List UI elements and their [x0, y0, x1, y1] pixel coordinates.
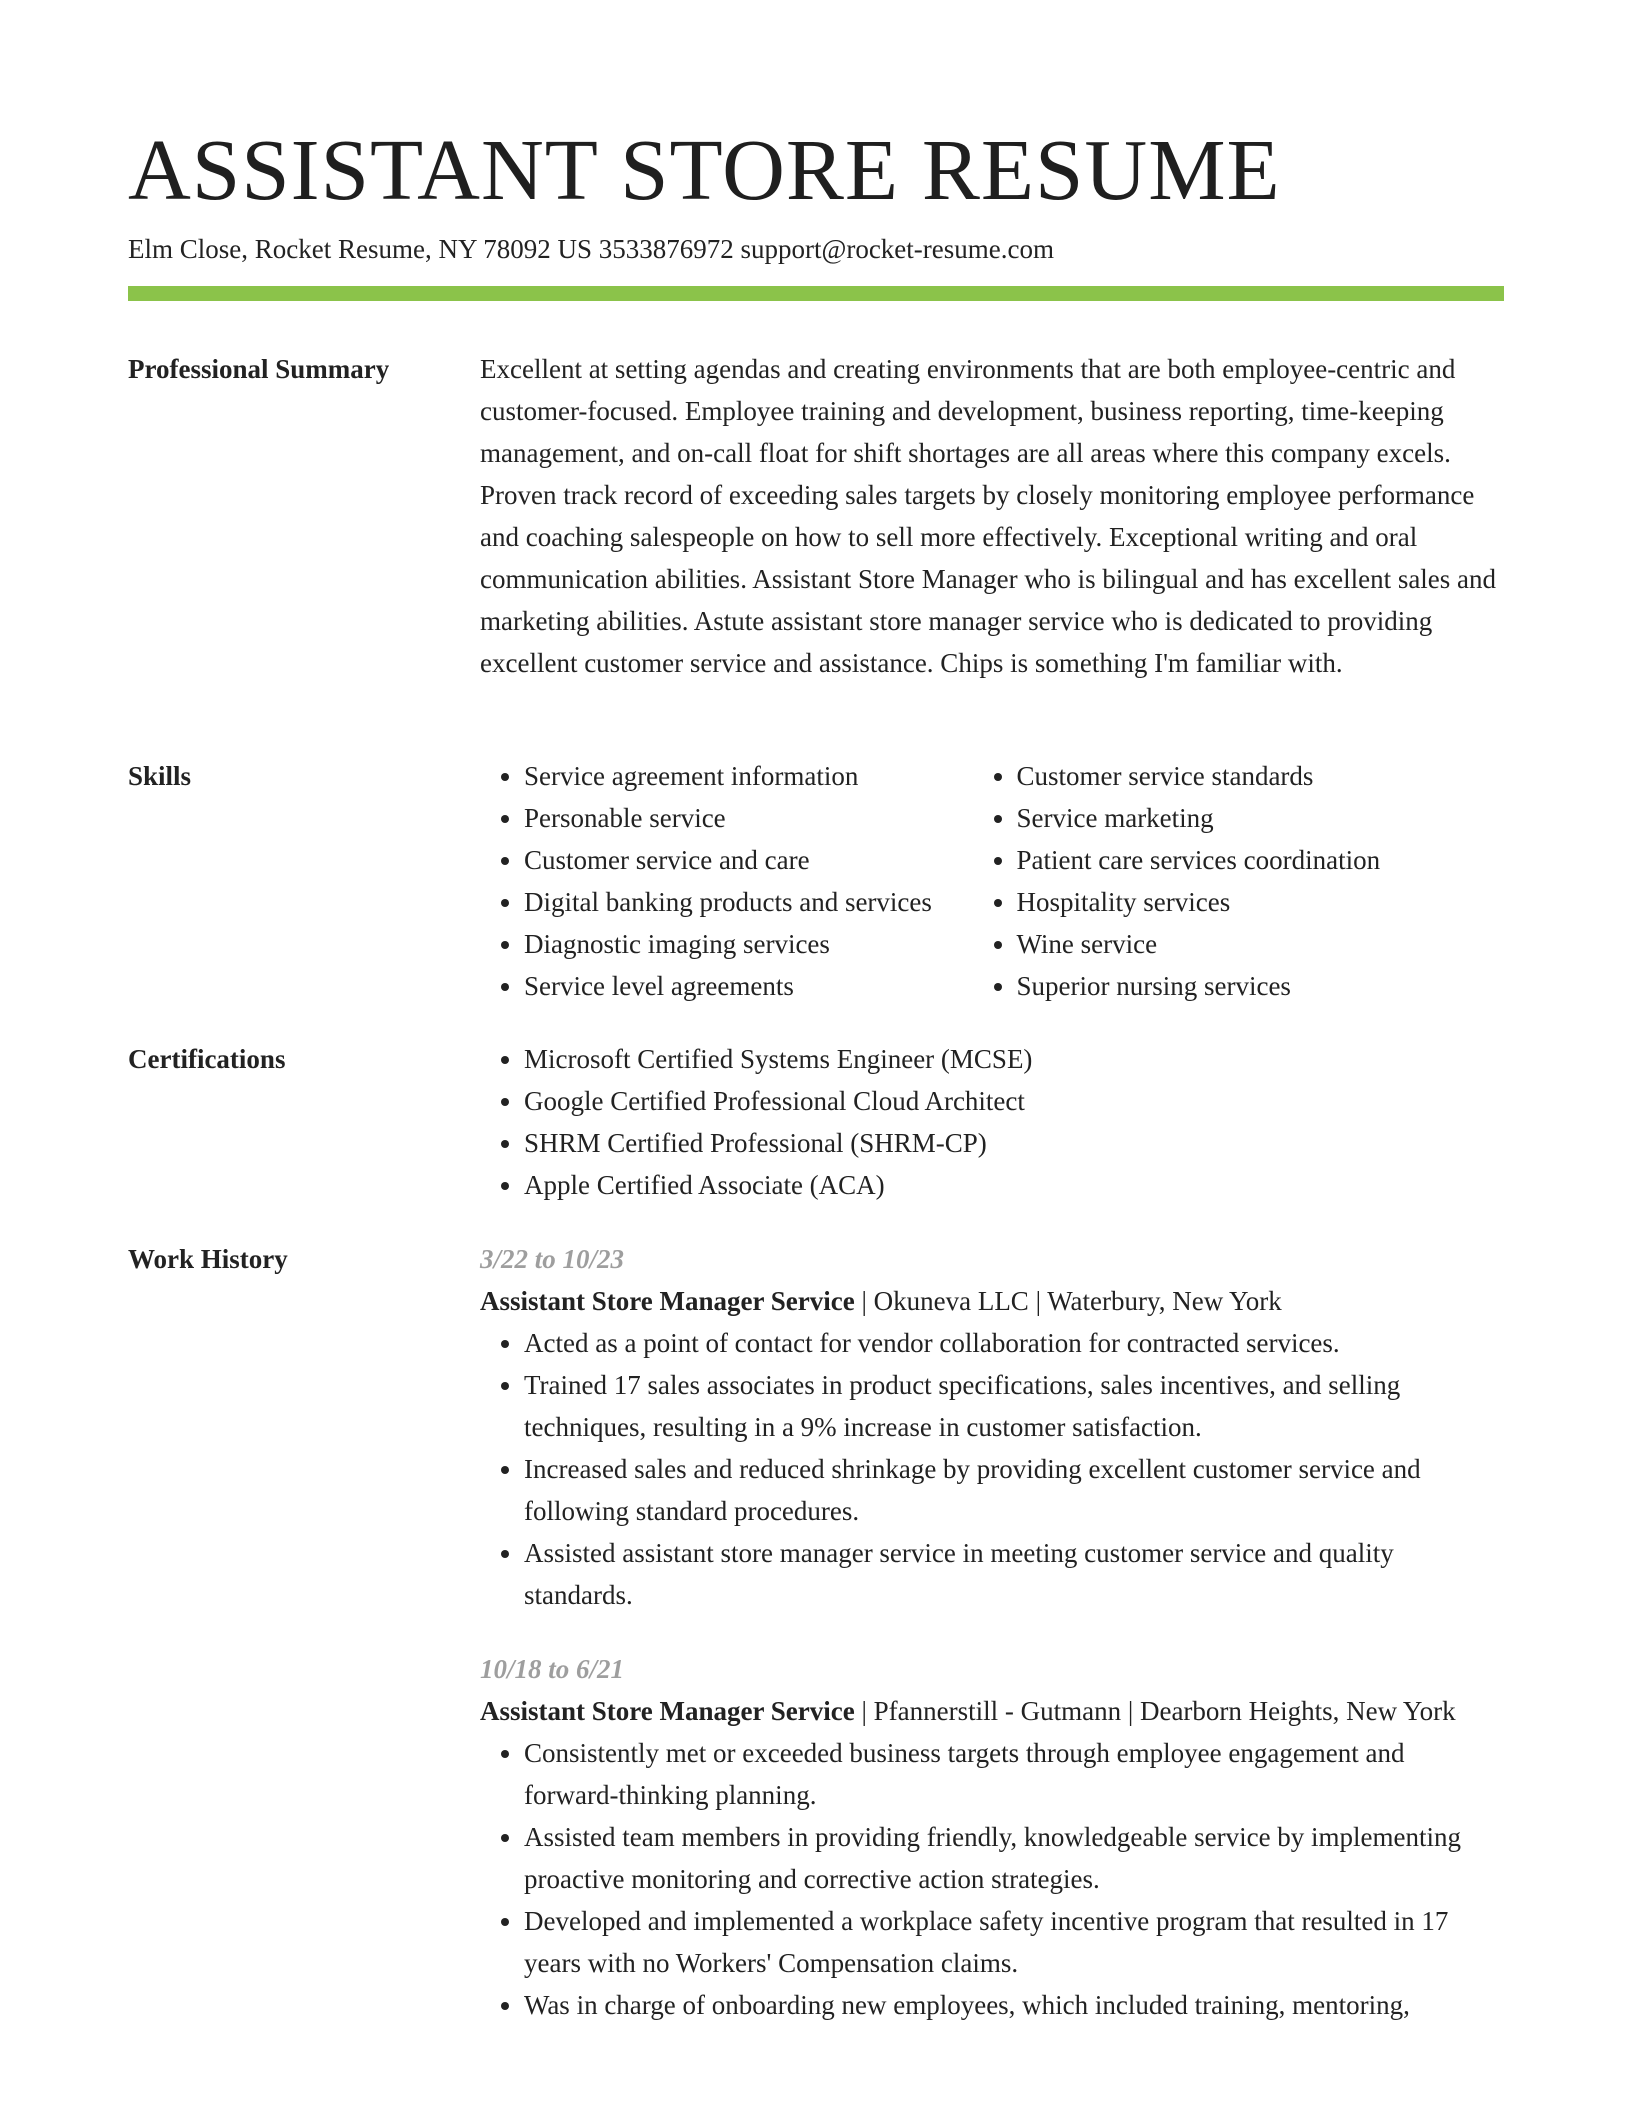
job-heading [480, 1690, 1504, 1732]
skill-item: • Wine service [1017, 923, 1505, 965]
section-label-certifications: Certifications [128, 1044, 286, 1074]
job-company-location: | Okuneva LLC | Waterbury, New York [854, 1286, 1282, 1316]
accent-divider [128, 286, 1504, 301]
certification-item: • Apple Certified Associate (ACA) [524, 1164, 1504, 1206]
skills-list-right [973, 755, 1505, 1007]
job-bullet: • Was in charge of onboarding new employees, which included training, mentoring, [524, 1984, 1504, 2026]
job-bullet: • Consistently met or exceeded business targets through employee engagement and forward-thinking planning. [524, 1732, 1504, 1816]
job-dates: 10/18 to 6/21 [480, 1654, 625, 1684]
job-title: Assistant Store Manager Service [480, 1286, 855, 1316]
section-label-work-history: Work History [128, 1244, 288, 1274]
section-label-skills: Skills [128, 761, 192, 791]
job-bullets [480, 1732, 1504, 2026]
job-entry [480, 1238, 1504, 1616]
job-bullet: • Acted as a point of contact for vendor collaboration for contracted services. [524, 1322, 1504, 1364]
skill-item: • Digital banking products and services [524, 881, 973, 923]
certification-item: • SHRM Certified Professional (SHRM-CP) [524, 1122, 1504, 1164]
skills-list-left [480, 755, 973, 1007]
skill-item: • Personable service [524, 797, 973, 839]
skills-content [480, 755, 1504, 1007]
job-bullets [480, 1322, 1504, 1616]
job-company-location: | Pfannerstill - Gutmann | Dearborn Heights, New York [854, 1696, 1456, 1726]
contact-line: Elm Close, Rocket Resume, NY 78092 US 3533876972 support@rocket-resume.com [128, 234, 1054, 264]
certification-item: • Microsoft Certified Systems Engineer (MCSE) [524, 1038, 1504, 1080]
job-bullet: • Increased sales and reduced shrinkage by providing excellent customer service and following standard procedures. [524, 1448, 1504, 1532]
skill-item: • Service level agreements [524, 965, 973, 1007]
summary-content [480, 348, 1504, 684]
skill-item: • Diagnostic imaging services [524, 923, 973, 965]
work-history-content [480, 1238, 1504, 2026]
job-title: Assistant Store Manager Service [480, 1696, 855, 1726]
summary-text: Excellent at setting agendas and creating environments that are both employee-centric and customer-focused. Employee training and development, business reporting, time-keeping management, and on-call float for shift shortages are all areas where this company excels. Proven track record of exceeding sales targets by closely monitoring employee performance and coaching salespeople on how to sell more effectively. Exceptional writing and oral communication abilities. Assistant Store Manager who is bilingual and has excellent sales and marketing abilities. Astute assistant store manager service who is dedicated to providing excellent customer service and assistance. Chips is something I'm familiar with. [480, 354, 1497, 678]
skill-item: • Service agreement information [524, 755, 973, 797]
resume-title: ASSISTANT STORE RESUME [128, 121, 1281, 218]
skill-item: • Superior nursing services [1017, 965, 1505, 1007]
section-label-summary: Professional Summary [128, 354, 390, 384]
skill-item: • Customer service standards [1017, 755, 1505, 797]
job-entry [480, 1648, 1504, 2026]
job-heading [480, 1280, 1504, 1322]
job-bullet: • Developed and implemented a workplace safety incentive program that resulted in 17 years with no Workers' Compensation claims. [524, 1900, 1504, 1984]
skill-item: • Hospitality services [1017, 881, 1505, 923]
job-bullet: • Assisted assistant store manager service in meeting customer service and quality standards. [524, 1532, 1504, 1616]
job-bullet: • Trained 17 sales associates in product specifications, sales incentives, and selling techniques, resulting in a 9% increase in customer satisfaction. [524, 1364, 1504, 1448]
certification-item: • Google Certified Professional Cloud Architect [524, 1080, 1504, 1122]
job-dates: 3/22 to 10/23 [480, 1244, 625, 1274]
certifications-list [480, 1038, 1504, 1206]
skill-item: • Service marketing [1017, 797, 1505, 839]
certifications-content [480, 1038, 1504, 1206]
skill-item: • Patient care services coordination [1017, 839, 1505, 881]
skill-item: • Customer service and care [524, 839, 973, 881]
job-bullet: • Assisted team members in providing friendly, knowledgeable service by implementing proactive monitoring and corrective action strategies. [524, 1816, 1504, 1900]
